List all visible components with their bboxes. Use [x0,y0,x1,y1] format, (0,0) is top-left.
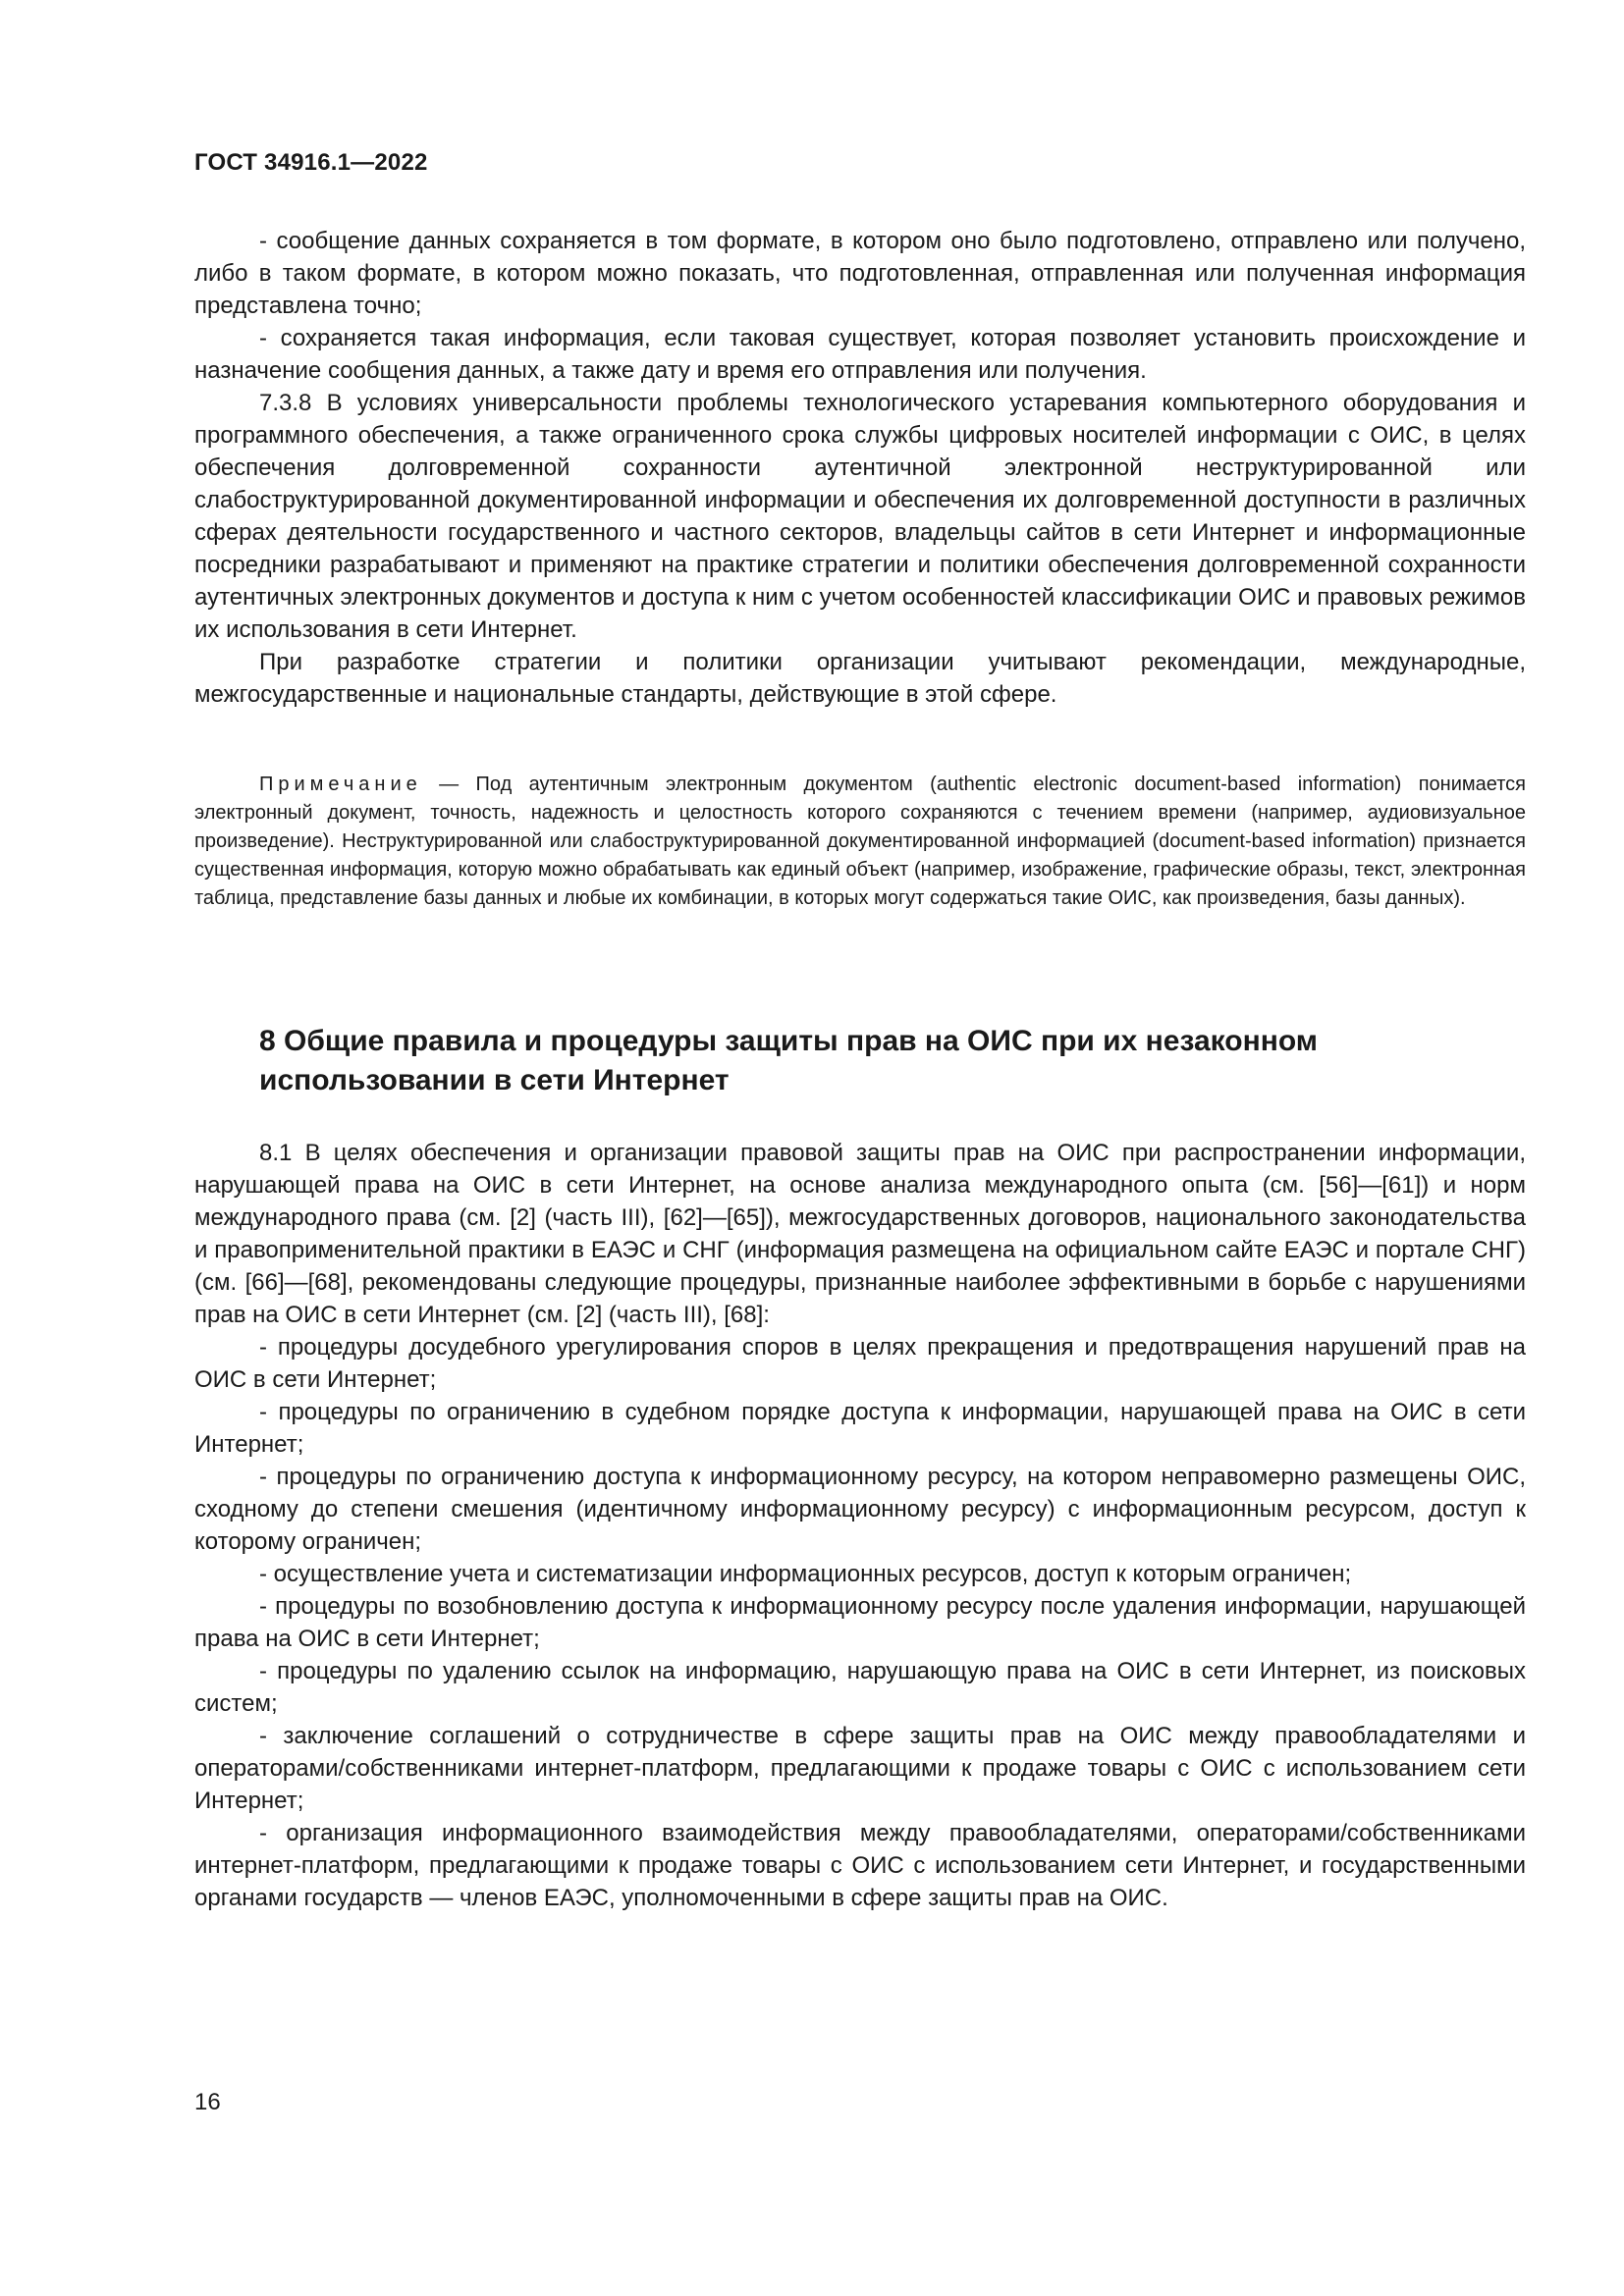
note-text: — Под аутентичным электронным документом (authentic electronic document-based information) понимается электронный документ, точность, надежность и целостность которого сохраняются с течением времени (например, аудиовизуальное произведение). Неструктурированной или слабоструктурированной документированной информацией (document-based information) признается существенная информация, которую можно обрабатывать как единый объект (например, изображение, графические образы, текст, электронная таблица, представление базы данных и любые их комбинации, в которых могут содержаться такие ОИС, как произведения, базы данных). [194,774,1526,909]
text-block-section-7 [194,225,1526,711]
standard-code-header: ГОСТ 34916.1—2022 [194,149,428,176]
list-item: - организация информационного взаимодействия между правообладателями, операторами/собственниками интернет-платформ, предлагающими к продаже товары с ОИС с использованием сети Интернет, и государственными органами государств — членов ЕАЭС, уполномоченными в сфере защиты прав на ОИС. [194,1820,1526,1911]
list-item: - осуществление учета и систематизации информационных ресурсов, доступ к которым ограничен; [259,1561,1352,1587]
list-item: - процедуры по возобновлению доступа к информационному ресурсу после удаления информации, нарушающей права на ОИС в сети Интернет; [194,1593,1526,1652]
note-block [194,771,1526,913]
paragraph: - сохраняется такая информация, если таковая существует, которая позволяет установить происхождение и назначение сообщения данных, а также дату и время его отправления или получения. [194,325,1526,384]
page-number: 16 [194,2089,221,2115]
list-item: - процедуры досудебного урегулирования споров в целях прекращения и предотвращения нарушений прав на ОИС в сети Интернет; [194,1334,1526,1393]
paragraph: 8.1 В целях обеспечения и организации правовой защиты прав на ОИС при распространении информации, нарушающей права на ОИС в сети Интернет, на основе анализа международного опыта (см. [56]—[61]) и норм международного права (см. [2] (часть III), [62]—[65]), межгосударственных договоров, национального законодательства и правоприменительной практики в ЕАЭС и СНГ (информация размещена на официальном сайте ЕАЭС и портале СНГ) (см. [66]—[68], рекомендованы следующие процедуры, признанные наиболее эффективными в борьбе с нарушениями прав на ОИС в сети Интернет (см. [2] (часть III), [68]: [194,1140,1526,1328]
list-item: - процедуры по удалению ссылок на информацию, нарушающую права на ОИС в сети Интернет, из поисковых систем; [194,1658,1526,1717]
paragraph: 7.3.8 В условиях универсальности проблемы технологического устаревания компьютерного оборудования и программного обеспечения, а также ограниченного срока службы цифровых носителей информации с ОИС, в целях обеспечения долговременной сохранности аутентичной электронной неструктурированной или слабоструктурированной документированной информации и обеспечения их долговременной доступности в различных сферах деятельности государственного и частного секторов, владельцы сайтов в сети Интернет и информационные посредники разрабатывают и применяют на практике стратегии и политики обеспечения долговременной сохранности аутентичных электронных документов и доступа к ним с учетом особенностей классификации ОИС и правовых режимов их использования в сети Интернет. [194,390,1526,643]
list-item: - процедуры по ограничению доступа к информационному ресурсу, на котором неправомерно размещены ОИС, сходному до степени смешения (идентичному информационному ресурсу) с информационным ресурсом, доступ к которому ограничен; [194,1464,1526,1555]
text-block-section-8 [194,1137,1526,1914]
list-item: - процедуры по ограничению в судебном порядке доступа к информации, нарушающей права на ОИС в сети Интернет; [194,1399,1526,1458]
note-label: Примечание [259,774,422,795]
note-paragraph [194,771,1526,913]
section-8-heading: 8 Общие правила и процедуры защиты прав на ОИС при их незаконном использовании в сети Интернет [259,1025,1318,1096]
paragraph: При разработке стратегии и политики организации учитывают рекомендации, международные, межгосударственные и национальные стандарты, действующие в этой сфере. [194,649,1526,708]
paragraph: - сообщение данных сохраняется в том формате, в котором оно было подготовлено, отправлено или получено, либо в таком формате, в котором можно показать, что подготовленная, отправленная или полученная информация представлена точно; [194,228,1526,319]
list-item: - заключение соглашений о сотрудничестве в сфере защиты прав на ОИС между правообладателями и операторами/собственниками интернет-платформ, предлагающими к продаже товары с ОИС с использованием сети Интернет; [194,1723,1526,1814]
